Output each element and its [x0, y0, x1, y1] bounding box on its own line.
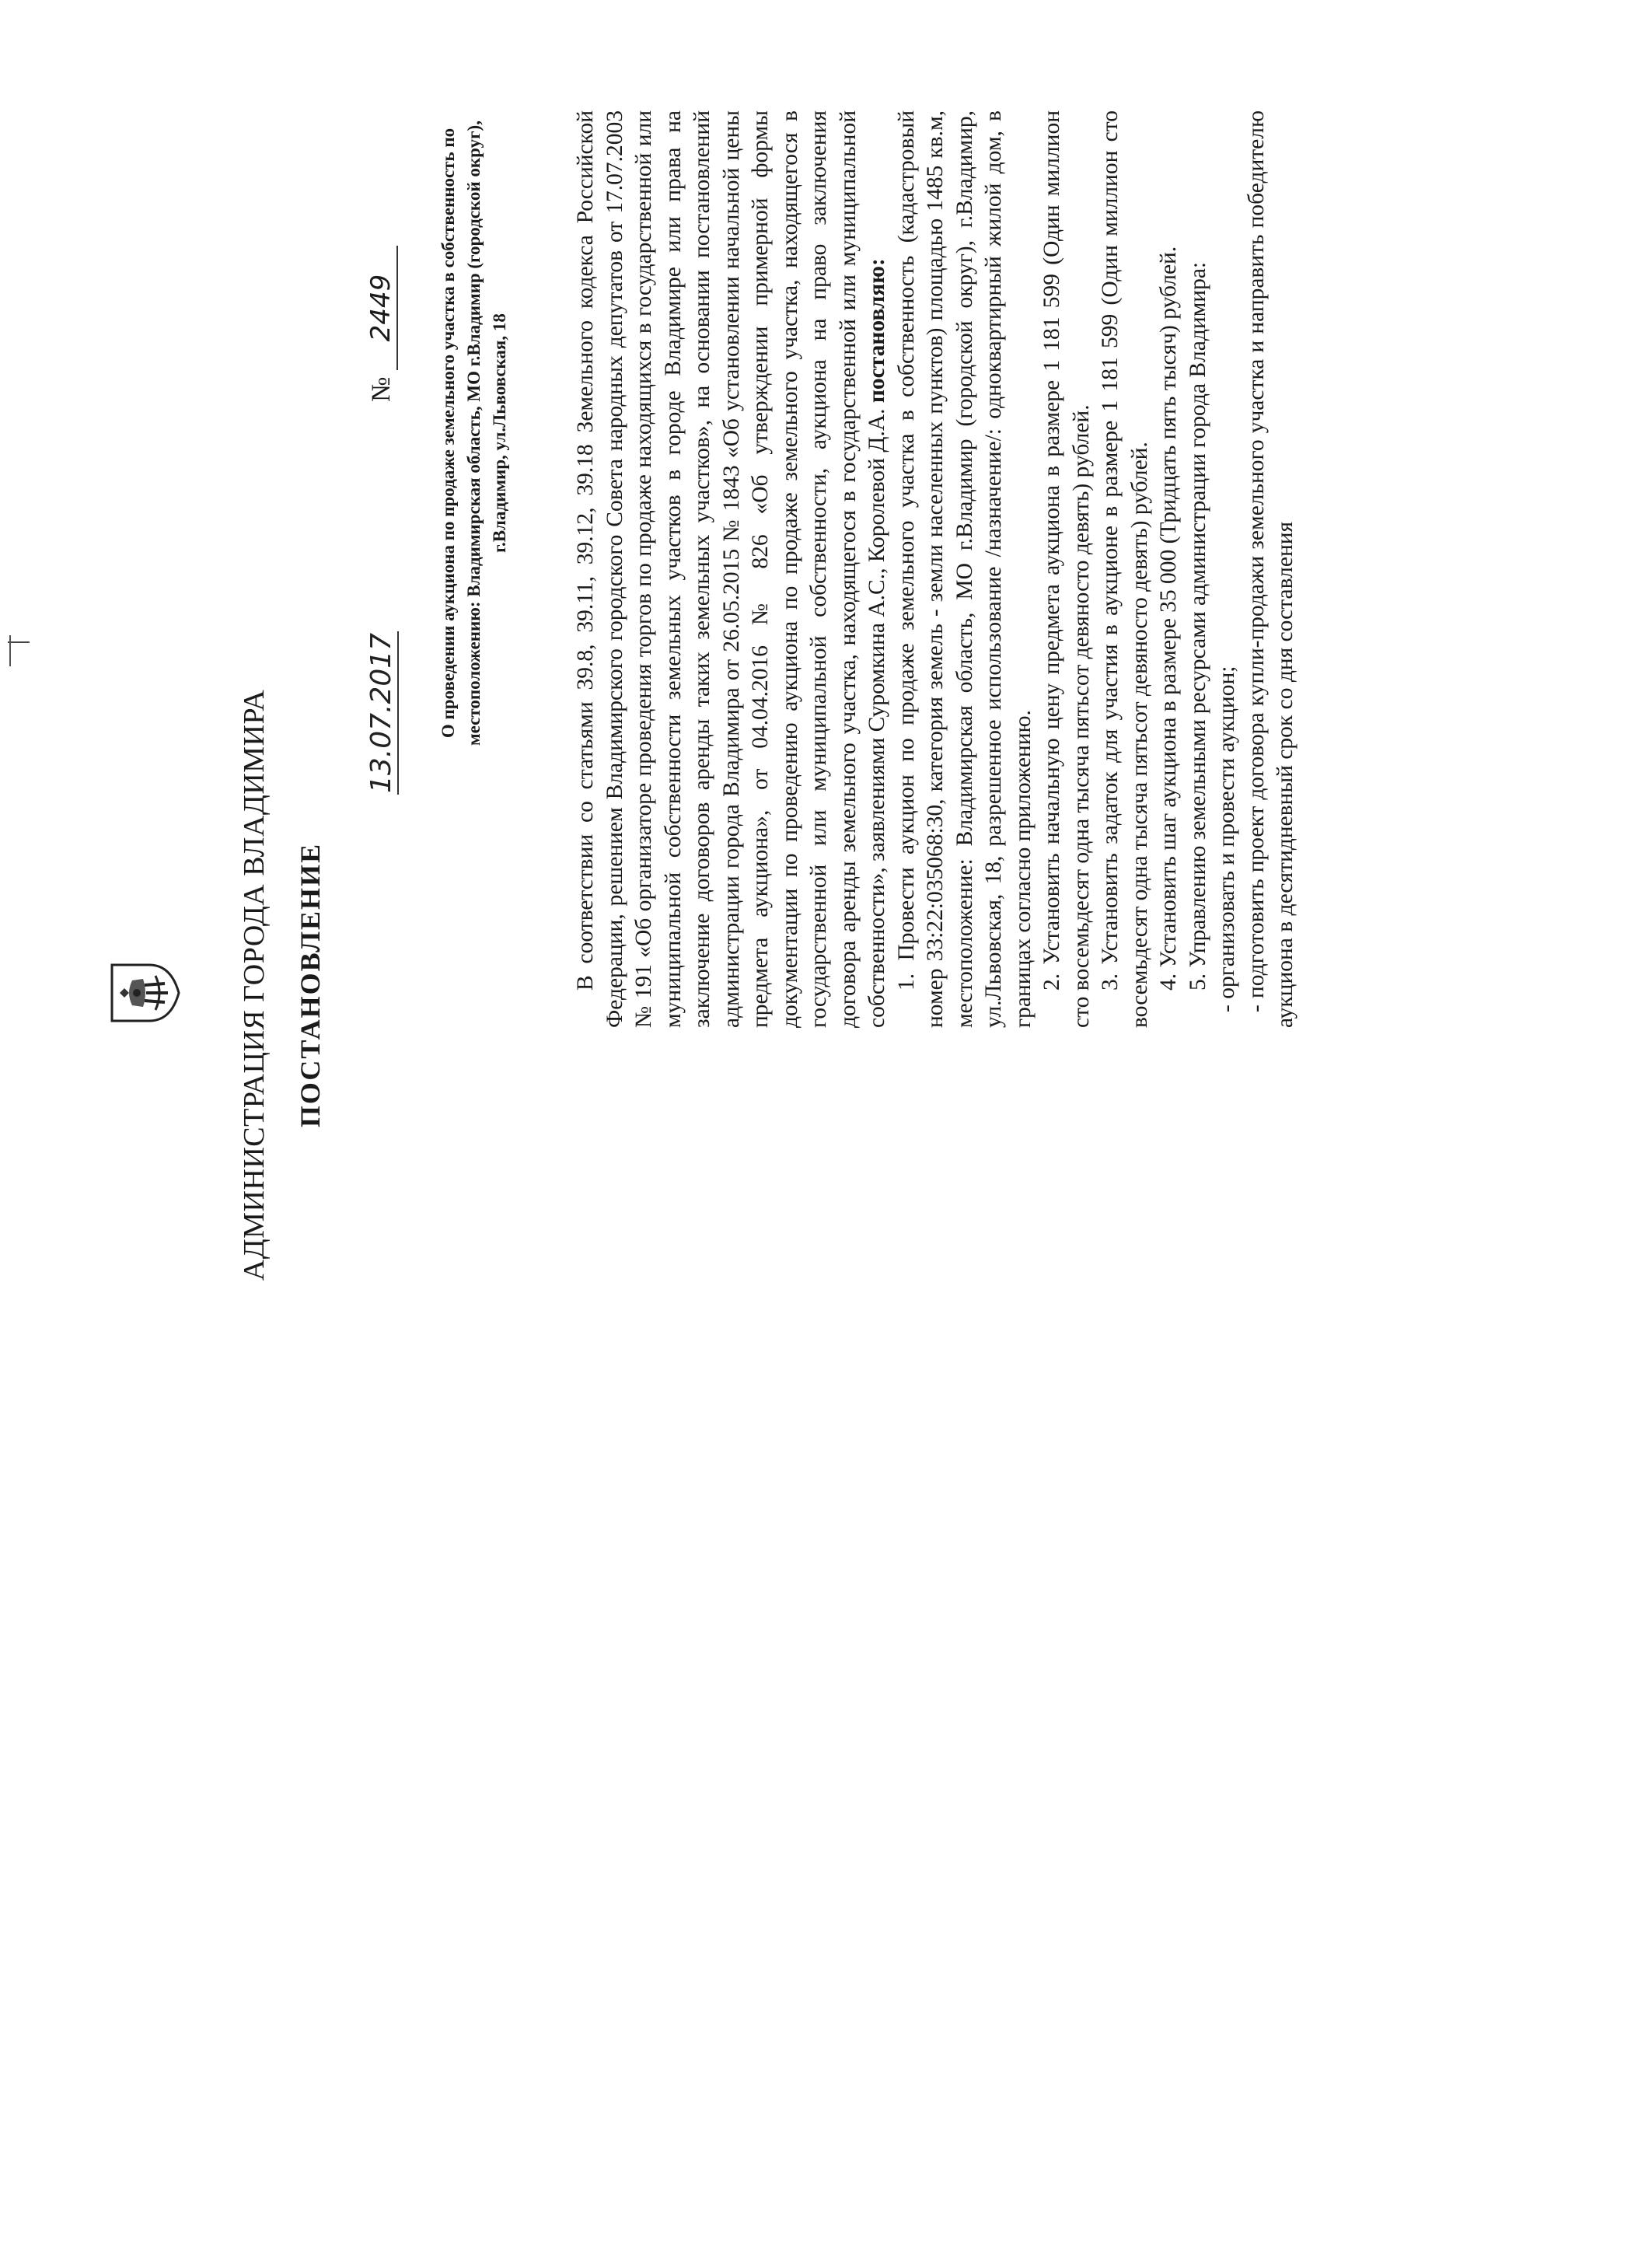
page-edge-mark-horizontal	[9, 635, 11, 666]
decree-number: 2449	[365, 246, 398, 370]
item-1: 1. Провести аукцион по продаже земельного участка в собственность (кадастровый номер 33:22:035068:30, категория земель - земли населенных пунктов) площадью 1485 кв.м, местоположение: Владимирская область, МО г.Владимир (городской округ), г.Владимир, ул.Львовская, 18, разрешенное использование /назначение/: одноквартирный жилой дом, в границах согласно приложению.	[893, 110, 1036, 1028]
number-label: №	[367, 376, 396, 402]
decree-title: ПОСТАНОВЛЕНИЕ	[295, 842, 326, 1128]
item-5-a: - организовать и провести аукцион;	[1214, 666, 1239, 1012]
item-5: 5. Управлению земельными ресурсами администрации города Владимира:	[1185, 261, 1210, 991]
item-4: 4. Установить шаг аукциона в размере 35 000 (Тридцать пять тысяч) рублей.	[1156, 246, 1181, 991]
item-5-b: - подготовить проект договора купли-продажи земельного участка и направить победителю аукциона в десятидневный срок со дня составления	[1243, 110, 1298, 1028]
intro-text: В соответствии со статьями 39.8, 39.11, 39.12, 39.18 Земельного кодекса Российской Федерации, решением Владимирского городского Совета народных депутатов от 17.07.2003 № 191 «Об организаторе проведения торгов по продаже находящихся в государственной или муниципальной собственности земельных участков в городе Владимире или права на заключение договоров аренды таких земельных участков», на основании постановлений администрации города Владимира от 26.05.2015 № 1843 «Об установлении начальной цены предмета аукциона», от 04.04.2016 № 826 «Об утверждении примерной формы документации по проведению аукциона по продаже земельного участка, находящегося в государственной или муниципальной собственности, аукциона на право заключения договора аренды земельного участка, находящегося в государственной или муниципальной собственности», заявлениями Суромкина А.С., Королевой Д.А.	[573, 110, 889, 1028]
decree-subject	[435, 91, 512, 775]
subject-line-2: местоположению: Владимирская область, МО г.Владимир (городской округ),	[464, 121, 484, 746]
item-2: 2. Установить начальную цену предмета аукциона в размере 1 181 599 (Один миллион сто восемьдесят одна тысяча пятьсот девяносто девять) рублей.	[1039, 110, 1094, 1028]
subject-line-3: г.Владимир, ул.Львовская, 18	[490, 313, 509, 553]
intro-keyword: постановляю:	[864, 258, 889, 404]
decree-date: 13.07.2017	[365, 632, 397, 794]
intro-paragraph	[571, 110, 892, 1028]
decree-body	[571, 110, 1301, 1028]
decree-number-block	[365, 200, 398, 402]
subject-line-1: О проведении аукциона по продаже земельного участка в собственность по	[438, 128, 458, 739]
item-3: 3. Установить задаток для участия в аукционе в размере 1 181 599 (Один миллион сто восемьдесят одна тысяча пятьсот девяносто девять) рублей.	[1098, 110, 1152, 1028]
administration-title: АДМИНИСТРАЦИЯ ГОРОДА ВЛАДИМИРА	[238, 689, 271, 1281]
page-edge-mark	[8, 641, 30, 643]
coat-of-arms-icon	[109, 962, 180, 1024]
